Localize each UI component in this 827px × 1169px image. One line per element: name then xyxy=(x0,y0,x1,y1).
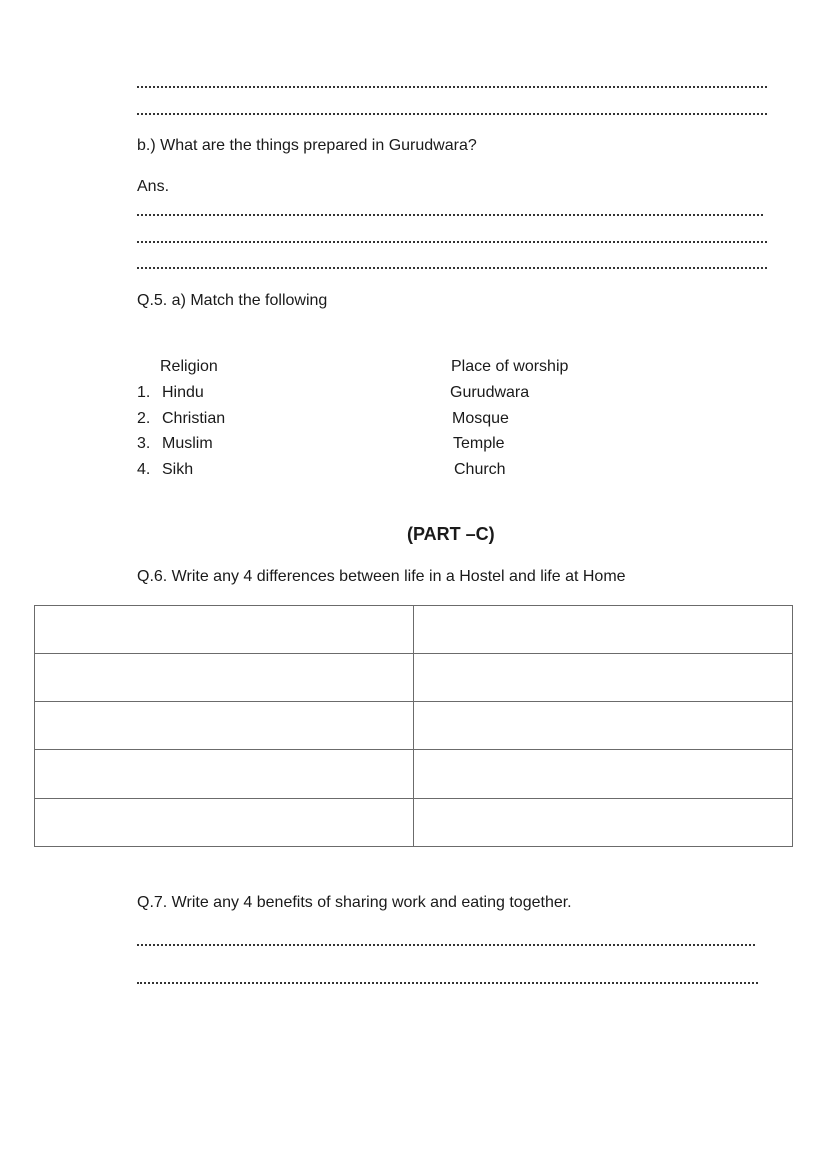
answer-line[interactable] xyxy=(137,267,767,269)
home-cell[interactable] xyxy=(414,799,793,847)
question-7: Q.7. Write any 4 benefits of sharing work and eating together. xyxy=(137,894,572,911)
question-4b: b.) What are the things prepared in Gurudwara? xyxy=(137,137,477,154)
answer-line[interactable] xyxy=(137,982,758,984)
match-place: Mosque xyxy=(452,410,509,427)
hostel-cell[interactable] xyxy=(35,799,414,847)
match-place: Church xyxy=(454,461,506,478)
match-religion: Christian xyxy=(162,410,226,427)
answer-line[interactable] xyxy=(137,944,755,946)
question-5: Q.5. a) Match the following xyxy=(137,292,328,309)
match-religion: Sikh xyxy=(162,461,194,478)
match-religion: Muslim xyxy=(162,435,213,452)
hostel-cell[interactable] xyxy=(35,702,414,750)
match-row-number: 4. xyxy=(137,461,151,478)
table-row xyxy=(35,799,793,847)
answer-line[interactable] xyxy=(137,214,763,216)
table-row xyxy=(35,654,793,702)
answer-line[interactable] xyxy=(137,241,767,243)
match-row-number: 3. xyxy=(137,435,151,452)
table-row xyxy=(35,750,793,799)
table-row xyxy=(35,606,793,654)
home-cell[interactable] xyxy=(414,702,793,750)
match-place: Gurudwara xyxy=(450,384,530,401)
hostel-cell[interactable] xyxy=(35,654,414,702)
match-row-number: 2. xyxy=(137,410,151,427)
match-row-number: 1. xyxy=(137,384,151,401)
home-cell[interactable] xyxy=(414,750,793,799)
part-c-title: (PART –C) xyxy=(407,524,495,544)
place-of-worship-header: Place of worship xyxy=(451,358,569,375)
match-place: Temple xyxy=(453,435,505,452)
home-cell[interactable] xyxy=(414,654,793,702)
differences-table xyxy=(34,605,793,847)
table-row xyxy=(35,702,793,750)
answer-label: Ans. xyxy=(137,178,170,195)
match-religion: Hindu xyxy=(162,384,204,401)
hostel-cell[interactable] xyxy=(35,750,414,799)
hostel-cell[interactable] xyxy=(35,606,414,654)
religion-header: Religion xyxy=(160,358,218,375)
question-6: Q.6. Write any 4 differences between life in a Hostel and life at Home xyxy=(137,568,626,585)
home-cell[interactable] xyxy=(414,606,793,654)
answer-line[interactable] xyxy=(137,113,767,115)
answer-line[interactable] xyxy=(137,86,767,88)
